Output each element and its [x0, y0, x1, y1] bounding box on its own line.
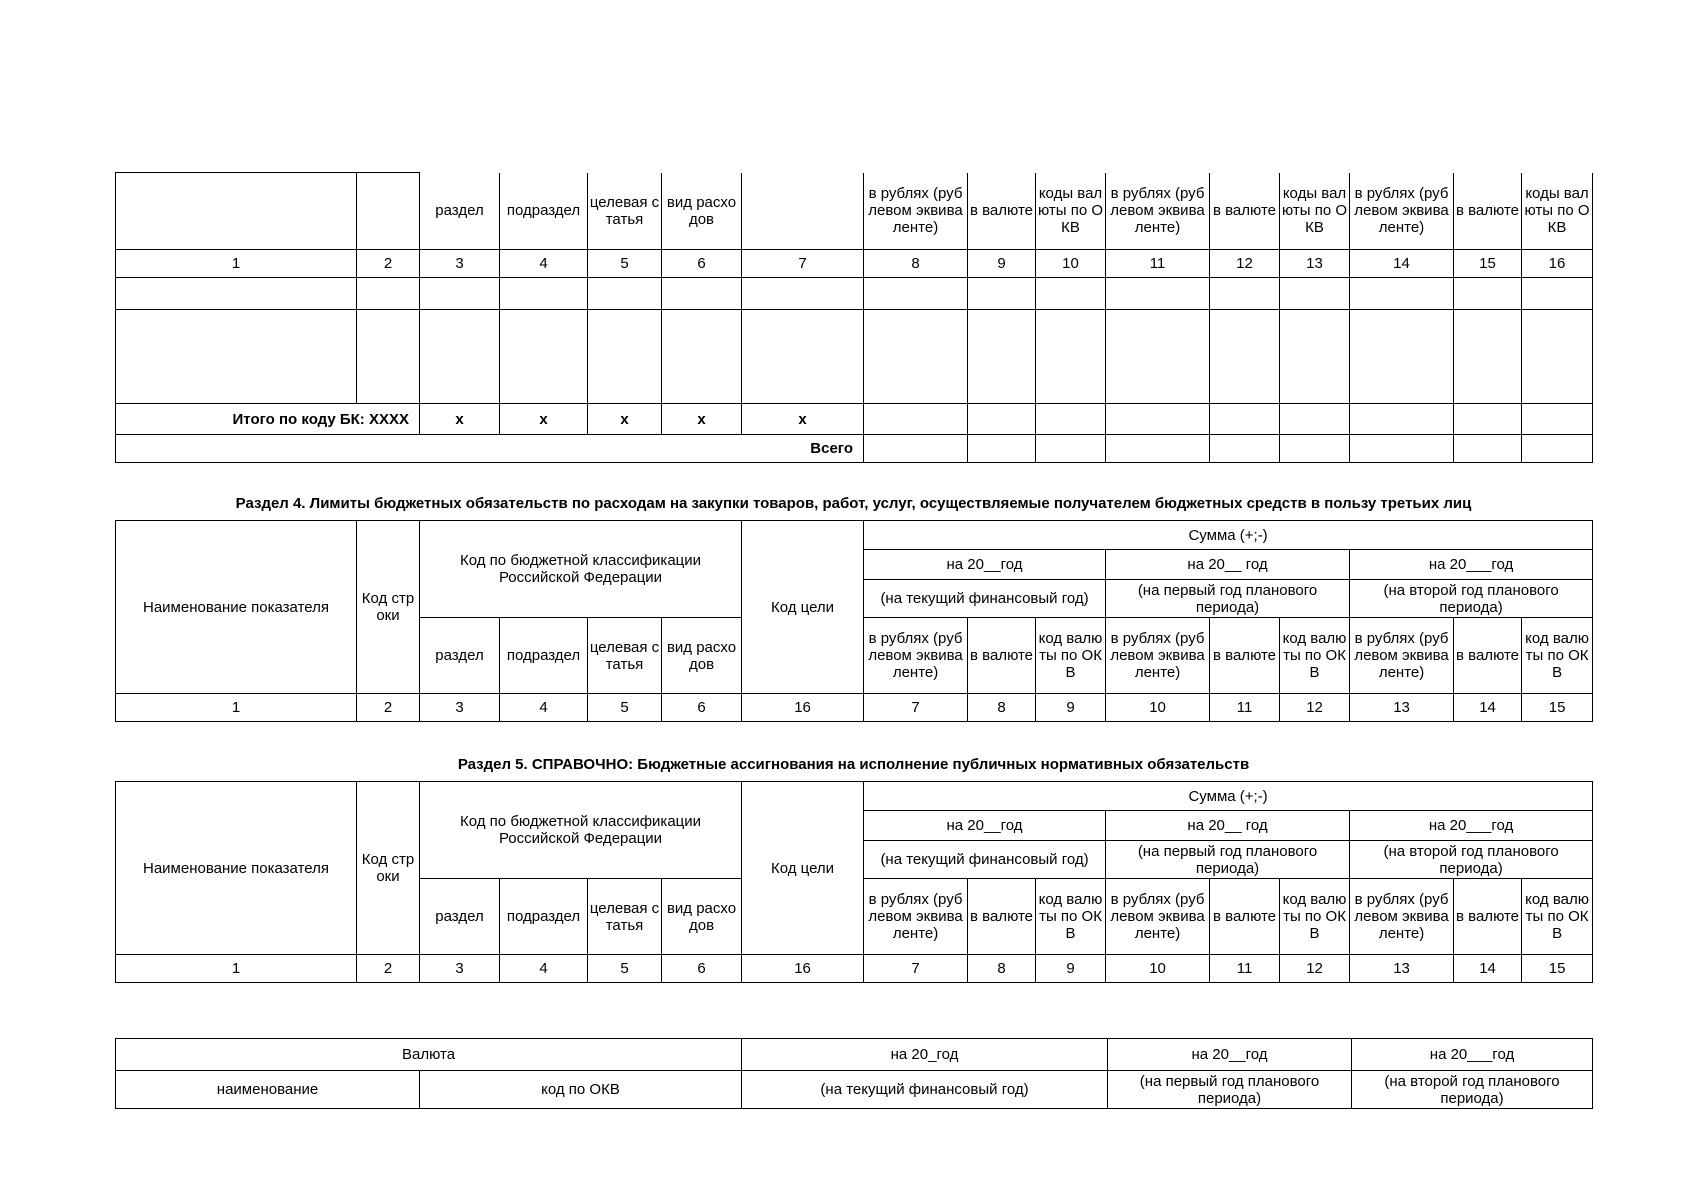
table-cell — [742, 278, 864, 310]
x-mark: x — [662, 404, 742, 435]
col-number: 9 — [968, 250, 1036, 278]
subheader-celevaya-statya: целевая статья — [588, 618, 662, 694]
table-cell — [1036, 310, 1106, 404]
section3-grand-total-row — [116, 435, 1593, 463]
measure-rub-2: в рублях (рублевом эквиваленте) — [1106, 173, 1210, 250]
period-first: (на первый год планового периода) — [1106, 580, 1350, 618]
year-header-current: на 20__год — [864, 550, 1106, 580]
table-cell — [864, 278, 968, 310]
measure-rub-1: в рублях (рублевом эквиваленте) — [864, 879, 968, 955]
measure-rub-1: в рублях (рублевом эквиваленте) — [864, 618, 968, 694]
measure-currency-1: в валюте — [968, 173, 1036, 250]
table-cell — [968, 404, 1036, 435]
sum-header: Сумма (+;-) — [864, 521, 1593, 550]
section5-title: Раздел 5. СПРАВОЧНО: Бюджетные ассигнования на исполнение публичных нормативных обязательств — [457, 756, 1250, 773]
measure-currency-3: в валюте — [1454, 618, 1522, 694]
subheader-vid-rashodov: вид расходов — [662, 173, 742, 250]
year-header-first: на 20__год — [1108, 1039, 1352, 1071]
col-number: 11 — [1210, 955, 1280, 983]
section3-col-numbers-row — [116, 250, 1593, 278]
measure-currency-3: в валюте — [1454, 173, 1522, 250]
col-number: 5 — [588, 250, 662, 278]
grand-total-label: Всего — [420, 435, 864, 463]
period-current: (на текущий финансовый год) — [742, 1071, 1108, 1109]
table-cell — [1454, 278, 1522, 310]
section3-row-code-header — [357, 173, 420, 250]
table-cell — [1280, 404, 1350, 435]
table-cell — [1210, 310, 1280, 404]
section4-table — [115, 520, 1593, 722]
col-number: 3 — [420, 694, 500, 722]
table-cell — [1036, 278, 1106, 310]
table-cell — [1210, 404, 1280, 435]
col-number: 8 — [968, 694, 1036, 722]
col-number: 1 — [116, 955, 357, 983]
year-header-first: на 20__ год — [1106, 811, 1350, 841]
col-number: 2 — [357, 955, 420, 983]
table-cell — [1350, 310, 1454, 404]
section5-table — [115, 781, 1593, 983]
table-cell — [357, 278, 420, 310]
table-cell — [742, 310, 864, 404]
currency-table — [115, 1038, 1593, 1109]
table-cell — [1522, 404, 1593, 435]
subheader-podrazdel: подраздел — [500, 618, 588, 694]
measure-okv-3: код валюты по ОКВ — [1522, 618, 1593, 694]
measure-okv-2: код валюты по ОКВ — [1280, 879, 1350, 955]
col-number: 16 — [1522, 250, 1593, 278]
col-number: 15 — [1522, 955, 1593, 983]
table-cell — [968, 435, 1036, 463]
measure-okv-1: коды валюты по ОКВ — [1036, 173, 1106, 250]
col-number: 7 — [742, 250, 864, 278]
col-number: 4 — [500, 250, 588, 278]
subheader-razdel: раздел — [420, 173, 500, 250]
period-first: (на первый год планового периода) — [1108, 1071, 1352, 1109]
col-number: 15 — [1522, 694, 1593, 722]
col-number: 3 — [420, 250, 500, 278]
col-number: 16 — [742, 955, 864, 983]
section3-goal-code-header — [742, 173, 864, 250]
goal-code-header: Код цели — [742, 521, 864, 694]
table-cell — [1106, 404, 1210, 435]
x-mark: x — [420, 404, 500, 435]
section3-total-bk-row — [116, 404, 1593, 435]
measure-currency-2: в валюте — [1210, 173, 1280, 250]
col-number: 1 — [116, 694, 357, 722]
col-number: 4 — [500, 955, 588, 983]
section4-title: Раздел 4. Лимиты бюджетных обязательств по расходам на закупки товаров, работ, услуг, осуществляемые получателем бюджетных средств в пользу третьих лиц — [235, 495, 1472, 512]
measure-currency-1: в валюте — [968, 879, 1036, 955]
currency-header: Валюта — [116, 1039, 742, 1071]
x-mark: x — [742, 404, 864, 435]
section3-table — [115, 172, 1593, 463]
table-cell — [662, 278, 742, 310]
currency-header-row — [116, 1039, 1593, 1071]
total-bk-label: Итого по коду БК: XXXX — [116, 404, 420, 435]
table-cell — [864, 310, 968, 404]
table-cell — [1522, 435, 1593, 463]
table-cell — [1036, 404, 1106, 435]
table-cell — [1522, 278, 1593, 310]
subheader-podrazdel: подраздел — [500, 879, 588, 955]
table-cell — [1106, 435, 1210, 463]
measure-currency-3: в валюте — [1454, 879, 1522, 955]
table-cell — [1210, 278, 1280, 310]
table-cell — [1106, 310, 1210, 404]
col-number: 8 — [864, 250, 968, 278]
col-number: 14 — [1350, 250, 1454, 278]
subheader-podrazdel: подраздел — [500, 173, 588, 250]
col-number: 14 — [1454, 694, 1522, 722]
measure-rub-3: в рублях (рублевом эквиваленте) — [1350, 173, 1454, 250]
col-number: 16 — [742, 694, 864, 722]
subheader-celevaya-statya: целевая статья — [588, 879, 662, 955]
section5-col-numbers-row — [116, 955, 1593, 983]
measure-okv-1: код валюты по ОКВ — [1036, 618, 1106, 694]
bk-code-header: Код по бюджетной классификации Российской Федерации — [420, 521, 742, 618]
year-header-current: на 20_год — [742, 1039, 1108, 1071]
table-cell — [864, 404, 968, 435]
col-number: 1 — [116, 250, 357, 278]
subheader-vid-rashodov: вид расходов — [662, 879, 742, 955]
col-number: 6 — [662, 250, 742, 278]
x-mark: x — [500, 404, 588, 435]
measure-currency-2: в валюте — [1210, 618, 1280, 694]
table-cell — [500, 278, 588, 310]
section3-tall-empty-row — [116, 310, 1593, 404]
year-header-current: на 20__год — [864, 811, 1106, 841]
period-current: (на текущий финансовый год) — [864, 580, 1106, 618]
subheader-razdel: раздел — [420, 618, 500, 694]
row-code-header: Код строки — [357, 782, 420, 955]
col-number: 2 — [357, 250, 420, 278]
col-number: 7 — [864, 694, 968, 722]
row-code-header: Код строки — [357, 521, 420, 694]
currency-name-header: наименование — [116, 1071, 420, 1109]
section3-empty-row — [116, 278, 1593, 310]
section5-header-row-1 — [116, 782, 1593, 811]
col-number: 13 — [1280, 250, 1350, 278]
col-number: 12 — [1210, 250, 1280, 278]
section4-col-numbers-row — [116, 694, 1593, 722]
measure-rub-2: в рублях (рублевом эквиваленте) — [1106, 618, 1210, 694]
col-number: 3 — [420, 955, 500, 983]
period-second: (на второй год планового периода) — [1352, 1071, 1593, 1109]
measure-okv-3: коды валюты по ОКВ — [1522, 173, 1593, 250]
col-number: 11 — [1210, 694, 1280, 722]
table-cell — [420, 310, 500, 404]
x-mark: x — [588, 404, 662, 435]
section3-indicator-header — [116, 173, 357, 250]
table-cell — [1350, 278, 1454, 310]
indicator-name-header: Наименование показателя — [116, 782, 357, 955]
col-number: 12 — [1280, 955, 1350, 983]
col-number: 5 — [588, 955, 662, 983]
sum-header: Сумма (+;-) — [864, 782, 1593, 811]
subheader-celevaya-statya: целевая статья — [588, 173, 662, 250]
table-cell — [116, 435, 420, 463]
col-number: 8 — [968, 955, 1036, 983]
table-cell — [1280, 278, 1350, 310]
table-cell — [1350, 404, 1454, 435]
col-number: 14 — [1454, 955, 1522, 983]
col-number: 9 — [1036, 955, 1106, 983]
col-number: 13 — [1350, 955, 1454, 983]
measure-rub-3: в рублях (рублевом эквиваленте) — [1350, 879, 1454, 955]
goal-code-header: Код цели — [742, 782, 864, 955]
table-cell — [1210, 435, 1280, 463]
currency-subheader-row — [116, 1071, 1593, 1109]
table-cell — [968, 278, 1036, 310]
measure-rub-1: в рублях (рублевом эквиваленте) — [864, 173, 968, 250]
measure-okv-2: коды валюты по ОКВ — [1280, 173, 1350, 250]
col-number: 12 — [1280, 694, 1350, 722]
col-number: 5 — [588, 694, 662, 722]
year-header-second: на 20___год — [1352, 1039, 1593, 1071]
col-number: 11 — [1106, 250, 1210, 278]
measure-okv-1: код валюты по ОКВ — [1036, 879, 1106, 955]
table-cell — [1454, 404, 1522, 435]
table-cell — [1036, 435, 1106, 463]
table-cell — [1454, 435, 1522, 463]
col-number: 15 — [1454, 250, 1522, 278]
col-number: 10 — [1106, 694, 1210, 722]
measure-okv-2: код валюты по ОКВ — [1280, 618, 1350, 694]
table-cell — [420, 278, 500, 310]
col-number: 7 — [864, 955, 968, 983]
period-current: (на текущий финансовый год) — [864, 841, 1106, 879]
table-cell — [116, 310, 357, 404]
subheader-razdel: раздел — [420, 879, 500, 955]
table-cell — [968, 310, 1036, 404]
period-first: (на первый год планового периода) — [1106, 841, 1350, 879]
subheader-vid-rashodov: вид расходов — [662, 618, 742, 694]
table-cell — [357, 310, 420, 404]
col-number: 10 — [1036, 250, 1106, 278]
year-header-second: на 20___год — [1350, 811, 1593, 841]
table-cell — [1106, 278, 1210, 310]
section3-header-row — [116, 173, 1593, 250]
col-number: 4 — [500, 694, 588, 722]
col-number: 6 — [662, 694, 742, 722]
measure-currency-2: в валюте — [1210, 879, 1280, 955]
period-second: (на второй год планового периода) — [1350, 841, 1593, 879]
table-cell — [1454, 310, 1522, 404]
table-cell — [500, 310, 588, 404]
currency-okv-header: код по ОКВ — [420, 1071, 742, 1109]
table-cell — [116, 278, 357, 310]
measure-okv-3: код валюты по ОКВ — [1522, 879, 1593, 955]
year-header-second: на 20___год — [1350, 550, 1593, 580]
table-cell — [588, 278, 662, 310]
year-header-first: на 20__ год — [1106, 550, 1350, 580]
table-cell — [864, 435, 968, 463]
table-cell — [1280, 310, 1350, 404]
table-cell — [1522, 310, 1593, 404]
bk-code-header: Код по бюджетной классификации Российской Федерации — [420, 782, 742, 879]
col-number: 9 — [1036, 694, 1106, 722]
table-cell — [1350, 435, 1454, 463]
col-number: 10 — [1106, 955, 1210, 983]
col-number: 2 — [357, 694, 420, 722]
measure-rub-2: в рублях (рублевом эквиваленте) — [1106, 879, 1210, 955]
measure-rub-3: в рублях (рублевом эквиваленте) — [1350, 618, 1454, 694]
measure-currency-1: в валюте — [968, 618, 1036, 694]
period-second: (на второй год планового периода) — [1350, 580, 1593, 618]
col-number: 6 — [662, 955, 742, 983]
table-cell — [588, 310, 662, 404]
table-cell — [662, 310, 742, 404]
indicator-name-header: Наименование показателя — [116, 521, 357, 694]
table-cell — [1280, 435, 1350, 463]
section4-header-row-1 — [116, 521, 1593, 550]
col-number: 13 — [1350, 694, 1454, 722]
